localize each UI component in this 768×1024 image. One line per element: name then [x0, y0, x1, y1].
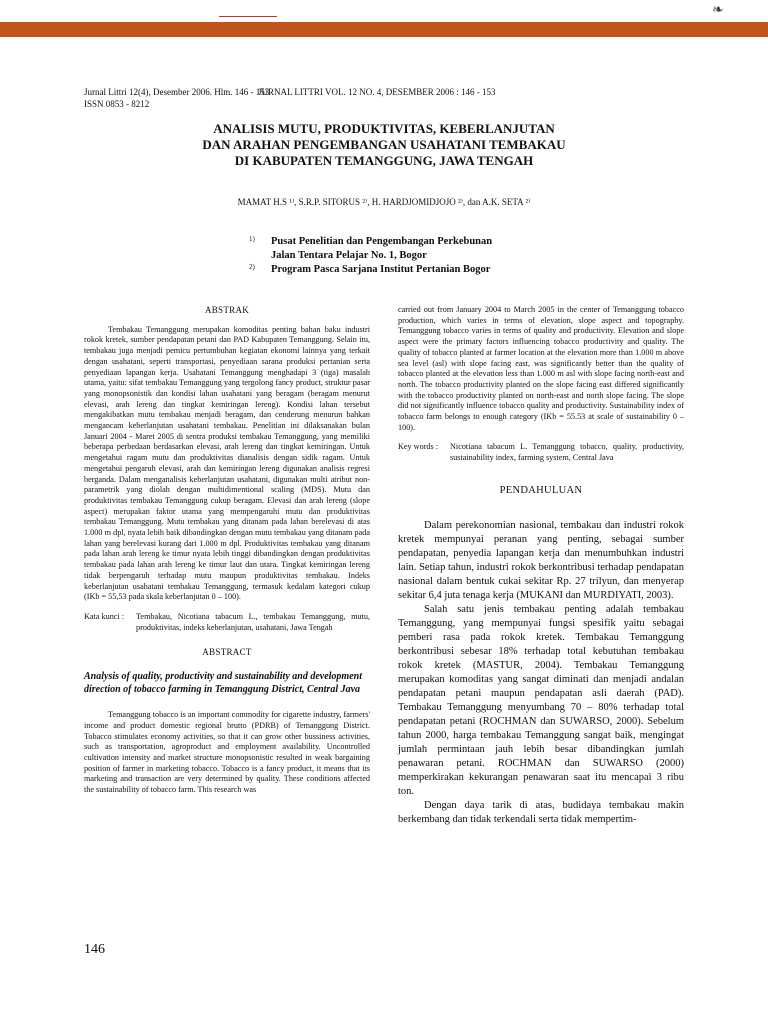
header-band	[0, 22, 768, 37]
journal-citation	[84, 86, 269, 110]
top-rule	[219, 16, 277, 17]
top-strip	[0, 0, 768, 22]
right-column	[398, 305, 684, 827]
pendahuluan-paragraph-3: Dengan daya tarik di atas, budidaya tembakau makin berkembang dan tidak terkendali serta tidak mempertim-	[398, 799, 684, 825]
abstrak-heading: ABSTRAK	[204, 305, 250, 315]
page-number: 146	[84, 942, 105, 957]
abstract-body-left: Temanggung tobacco is an important commodity for cigarette industry, farmers' income and product domestic regional brutto (PDRB) of Temanggung District. Tobacco stimulates economy activities, so that it can grow other bussiness activities, such as transportation, agroproduct and employment availability. Uncontrolled cultivation intensity and market structure monopsonistic resulted in weak bargaining position of farmer in marketing tobacco. Tobacco is a fancy product, it means that its marketing and transaction are very determined by quality. These conditions affected the sustainability of tobacco farm. This research was	[84, 710, 370, 795]
authors: MAMAT H.S ¹⁾, S.R.P. SITORUS ²⁾, H. HARDJOMIDJOJO ²⁾, dan A.K. SETA ²⁾	[237, 197, 531, 207]
paper-title	[84, 121, 684, 169]
title-line-3: DI KABUPATEN TEMANGGUNG, JAWA TENGAH	[234, 153, 534, 168]
abstract-heading: ABSTRACT	[202, 647, 252, 658]
pendahuluan-paragraph-2: Salah satu jenis tembakau penting adalah tembakau Temanggung, yang mempunyai fungsi spesifik yaitu sebagai pemberi rasa pada rokok kretek. Tembakau Temanggung berkontribusi sebesar 18% terhadap total kebutuhan tembakau rokok kretek (MASTUR, 2004). Tembakau Temanggung merupakan komoditas yang sangat diminati dan menjadi andalan pendapatan petani maupun pendapatan asli daerah (PAD). Tembakau Temanggung menyumbang 70 – 80% terhadap total pendapatan petani (ROCHMAN dan SUWARSO, 2000). Sebelum tahun 2000, harga tembakau Temanggung sangat baik, mengingat jumlah permintaan jauh lebih besar dibandingkan jumlah penawaran petani. ROCHMAN dan SUWARSO (2000) memperkirakan kekurangan penawaran saat itu mencapai 3 ribu ton.	[398, 603, 684, 797]
left-column	[84, 305, 370, 796]
key-words: Key words : Nicotiana tabacum L. Temanggung tobacco, quality, productivity, sustainability index, farming system, Central Java	[398, 442, 684, 463]
affiliations	[84, 235, 684, 277]
title-line-2: DAN ARAHAN PENGEMBANGAN USAHATANI TEMBAKAU	[202, 137, 566, 152]
pendahuluan-body	[398, 519, 684, 827]
corner-emblem-icon: ❧	[712, 3, 724, 18]
affiliation-1: 1) Pusat Penelitian dan Pengembangan Perkebunan	[249, 235, 493, 247]
pendahuluan-paragraph-1: Dalam perekonomian nasional, tembakau dan industri rokok kretek mempunyai peranan yang penting, sebagai sumber pendapatan, penyedia lapangan kerja dan menumbuhkan industri lain. Setiap tahun, industri rokok berkontribusi terhadap pendapatan nasional dalam bentuk cukai sekitar Rp. 27 trilyun, dan menyerap sekitar 6,4 juta tenaga kerja (MUKANI dan MURDIYATI, 2003).	[398, 519, 684, 601]
pendahuluan-heading: PENDAHULUAN	[499, 484, 583, 496]
affiliation-1-address: Jalan Tentara Pelajar No. 1, Bogor	[271, 250, 427, 261]
affiliation-2: 2) Program Pasca Sarjana Institut Pertanian Bogor	[249, 263, 491, 275]
kata-kunci: Kata kunci : Tembakau, Nicotiana tabacum L., tembakau Temanggung, mutu, produktivitas, indeks keberlanjutan, usahatani, Jawa Tengah	[84, 611, 370, 632]
abstract-body-right: carried out from January 2004 to March 2005 in the center of Temanggung tobacco production, which varies in terms of elevation, slope aspect and topography. Temanggung tobacco varies in terms of quality and productivity. Elevation and slope aspect were the primary factors influencing tobacco productivity and quality. The quality of tobacco planted at farmer location at the elevation more than 1.000 m above sea level (asl) with slope facing east, was significantly better than the quality of tobacco planted at the elevation less than 1.000 m asl with slope facing north-east and north. The tobacco productivity planted on the slope facing east differed significantly with the tobacco productivity planted on north-east and north slope facing. The slope did not significantly influence tobacco quality and productivity. Sustainability index of tobacco farm belongs to enough category (IKb = 55.53 at scale of sustainability 0 – 100).	[398, 305, 684, 432]
title-line-1: ANALISIS MUTU, PRODUKTIVITAS, KEBERLANJUTAN	[213, 121, 555, 136]
citation-left: Jurnal Littri 12(4), Desember 2006. Hlm. 146 - 153	[84, 87, 270, 97]
abstrak-body: Tembakau Temanggung merupakan komoditas penting bahan baku industri rokok kretek, sumber pendapatan petani dan PAD Kabupaten Temanggung. Selain itu, tembakau juga menjadi pemicu pertumbuhan kegiatan ekonomi lainnya yang terkait dengan usahatani, seperti transportasi, penyediaan sarana produksi pertanian serta penyediaan lapangan kerja. Usahatani Temanggung menghadapi 3 (tiga) masalah utama, yaitu: sifat tembakau Temanggung yang tergolong fancy product, struktur pasar yang monopsonistik dan kondisi lahan usahatani yang beragam (beragam menurut elevasi, arah lereng dan tingkat kemiringan lereng). Kondisi lahan tersebut mengakibatkan mutu tembakau menjadi beragam, dan cenderung menurun bahkan mengancam keberlanjutan usahatani tembakau. Penelitian ini dilaksanakan bulan Januari 2004 - Maret 2005 di sentra produksi tembakau Temanggung, yang memiliki beberapa perbedaan berdasarkan elevasi, arah lereng dan tingkat kemiringan. Untuk mengetahui ragam mutu dan produktivitas dianalisis dengan sidik ragam. Untuk mengetahui pengaruh elevasi, arah dan kemiringan lereng digunakan analisis regresi berganda. Dalam menganalisis keberlanjutan usahatani, digunakan multi atribut non-parametrik yang diolah dengan multidimentional scaling (MDS). Mutu dan produktivitas tembakau Temanggung cukup beragam. Elevasi dan arah lereng (slope aspect) merupakan faktor utama yang mempengaruhi mutu dan produktivitas tembakau Temanggung. Mutu tembakau yang ditanam pada lahan berelevasi di atas 1.000 m dpl, nyata lebih baik dibandingkan dengan mutu tembakau yang ditanam pada lahan yang berelevasi kurang dari 1.000 m dpl. Produktivitas tembakau yang ditanam pada lahan arah lereng ke timur nyata lebih tinggi dibandingkan dengan produktivitas tembakau pada lahan arah lereng ke timur laut dan utara. Tingkat kemiringan lereng tidak berpengaruh terhadap mutu maupun produktivitas tembakau. Indeks keberlanjutan usahatani tembakau Temanggung, termasuk kedalam kategori cukup (IKb = 55,53 pada skala keberlanjutan 0 – 100).	[84, 324, 370, 602]
running-header: JURNAL LITTRI VOL. 12 NO. 4, DESEMBER 2006 : 146 - 153	[258, 87, 496, 97]
english-title: Analysis of quality, productivity and sustainability and development direction of tobacco farming in Temanggung District, Central Java	[84, 671, 362, 696]
issn: ISSN 0853 - 8212	[84, 99, 150, 109]
